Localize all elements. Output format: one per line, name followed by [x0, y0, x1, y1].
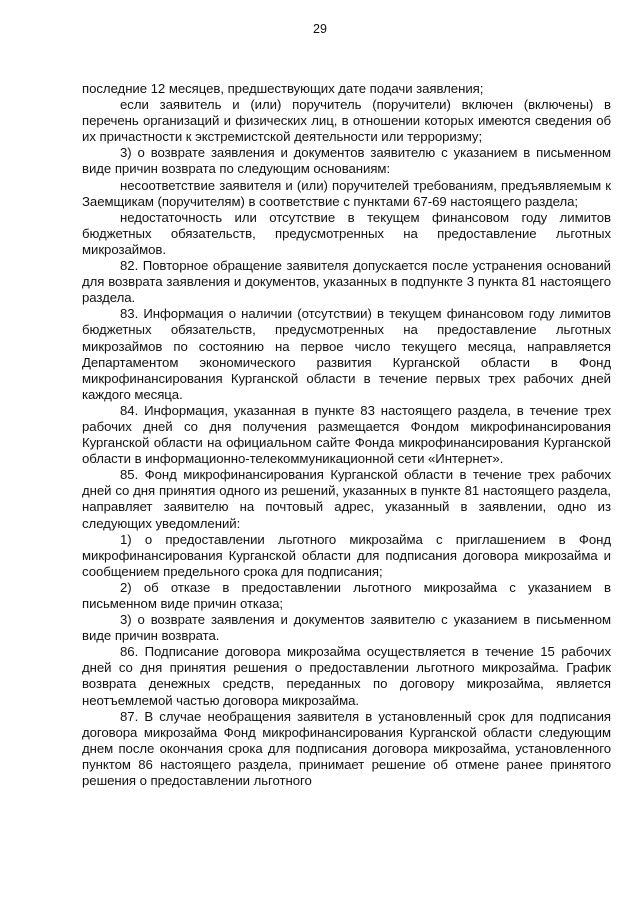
document-body [82, 81, 611, 789]
paragraph-82: 82. Повторное обращение заявителя допускается после устранения оснований для возврата заявления и документов, указанных в подпункте 3 пункта 81 настоящего раздела. [82, 258, 611, 306]
paragraph-condition-extremism: если заявитель и (или) поручитель (поручители) включен (включены) в перечень организаций и физических лиц, в отношении которых имеются сведения об их причастности к экстремистской деятельности или терроризму; [82, 97, 611, 145]
paragraph-85-item-2: 2) об отказе в предоставлении льготного микрозайма с указанием в письменном виде причин отказа; [82, 579, 611, 611]
paragraph-ground-limits: недостаточность или отсутствие в текущем финансовом году лимитов бюджетных обязательств, предусмотренных на предоставление льготных микрозаймов. [82, 209, 611, 257]
paragraph-84: 84. Информация, указанная в пункте 83 настоящего раздела, в течение трех рабочих дней со дня получения размещается Фондом микрофинансирования Курганской области на официальном сайте Фонда микрофинансирования Курганской области в информационно-телекоммуникационной сети «Интернет». [82, 402, 611, 467]
paragraph-85-item-3: 3) о возврате заявления и документов заявителю с указанием в письменном виде причин возврата. [82, 612, 611, 644]
paragraph-item-3-return: 3) о возврате заявления и документов заявителю с указанием в письменном виде причин возврата по следующим основаниям: [82, 145, 611, 177]
paragraph-87: 87. В случае необращения заявителя в установленный срок для подписания договора микрозайма Фонд микрофинансирования Курганской области следующим днем после окончания срока для подписания договора микрозайма, установленного пунктом 86 настоящего раздела, принимает решение об отмене ранее принятого решения о предоставлении льготного [82, 708, 611, 789]
page-number: 29 [313, 22, 327, 36]
paragraph-85-item-1: 1) о предоставлении льготного микрозайма с приглашением в Фонд микрофинансирования Курганской области для подписания договора микрозайма и сообщением предельного срока для подписания; [82, 531, 611, 579]
paragraph-ground-noncompliance: несоответствие заявителя и (или) поручителей требованиям, предъявляемым к Заемщикам (поручителям) в соответствие с пунктами 67-69 настоящего раздела; [82, 177, 611, 209]
paragraph-83: 83. Информация о наличии (отсутствии) в текущем финансовом году лимитов бюджетных обязательств, предусмотренных на предоставление льготных микрозаймов по состоянию на первое число текущего месяца, направляется Департаментом экономического развития Курганской области в Фонд микрофинансирования Курганской области в течение первых трех рабочих дней каждого месяца. [82, 306, 611, 402]
paragraph-continuation: последние 12 месяцев, предшествующих дате подачи заявления; [82, 81, 484, 96]
paragraph-86: 86. Подписание договора микрозайма осуществляется в течение 15 рабочих дней со дня принятия решения о предоставлении льготного микрозайма. График возврата денежных средств, переданных по договору микрозайма, является неотъемлемой частью договора микрозайма. [82, 644, 611, 708]
paragraph-85: 85. Фонд микрофинансирования Курганской области в течение трех рабочих дней со дня принятия одного из решений, указанных в пункте 81 настоящего раздела, направляет заявителю на почтовый адрес, указанный в заявлении, одно из следующих уведомлений: [82, 467, 611, 531]
